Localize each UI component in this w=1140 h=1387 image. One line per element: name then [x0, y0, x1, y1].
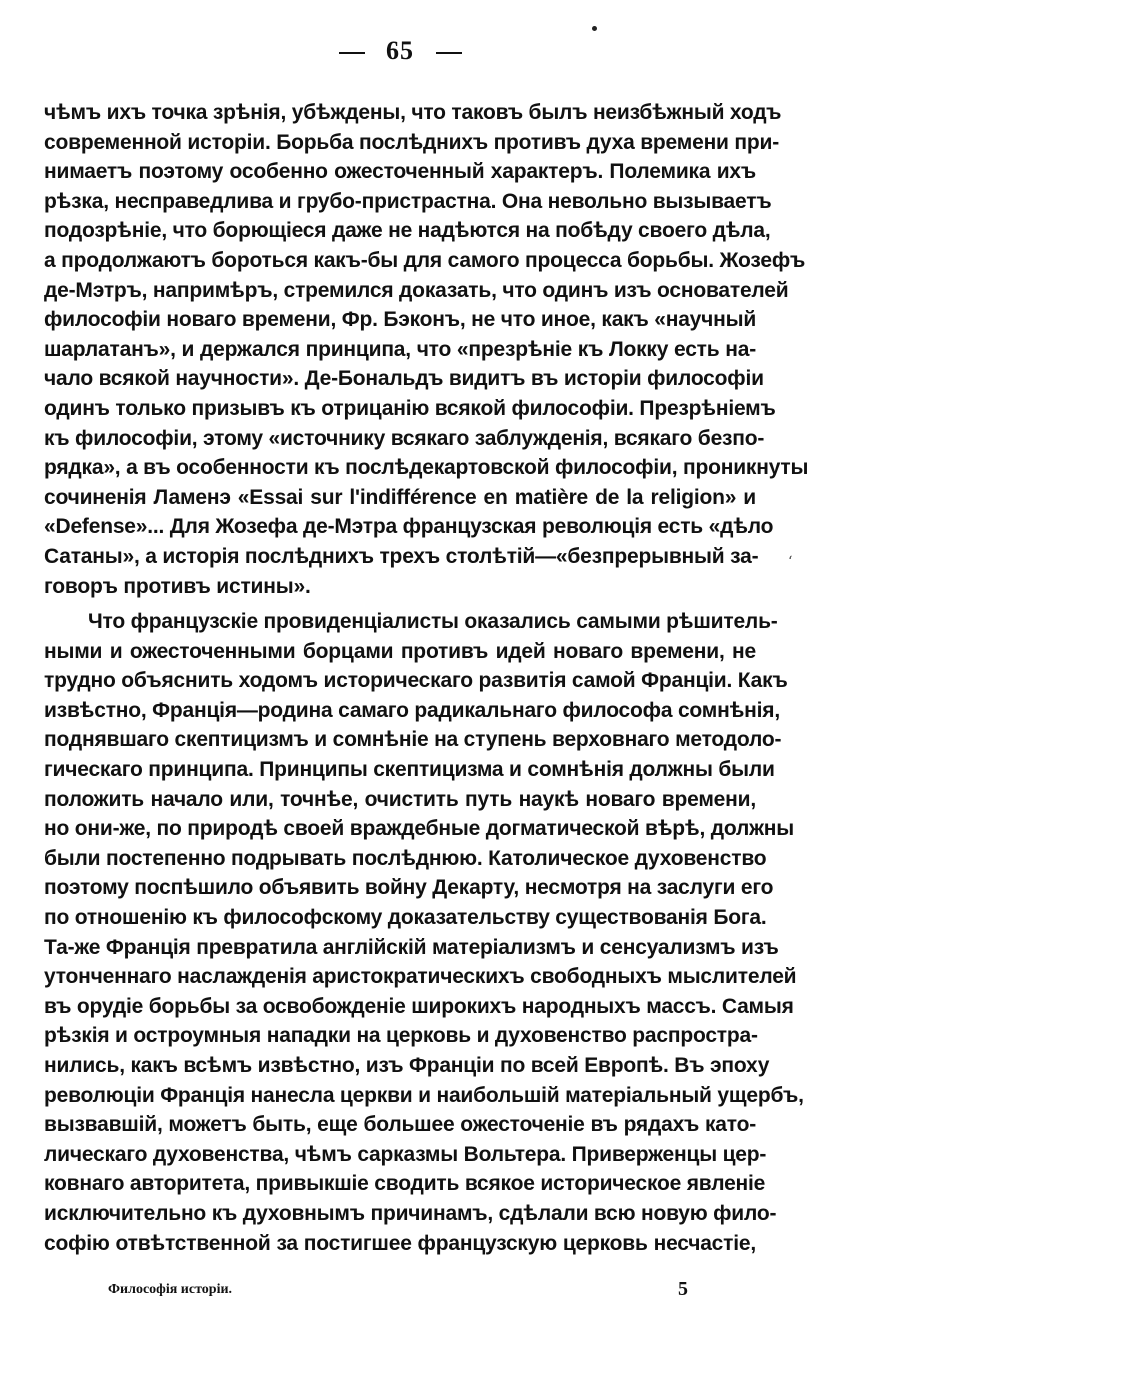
page-header: [0, 36, 800, 66]
text-line: софію отвѣтственной за постигшее французскую церковь несчастіе,: [44, 1231, 756, 1255]
text-line: рѣзкія и остроумныя нападки на церковь и духовенство распростра-: [44, 1024, 758, 1048]
signature-mark: 5: [678, 1278, 688, 1300]
paragraph: [44, 98, 809, 601]
text-line: трудно объяснить ходомъ историческаго развитія самой Франціи. Какъ: [44, 669, 788, 693]
text-line: нились, какъ всѣмъ извѣстно, изъ Франціи по всей Европѣ. Въ эпоху: [44, 1054, 770, 1077]
ink-speck: [592, 26, 597, 31]
text-line: поэтому поспѣшило объявить войну Декарту, несмотря на заслуги его: [44, 876, 774, 900]
text-line: подозрѣніе, что борющіеся даже не надѣются на побѣду своего дѣла,: [44, 219, 771, 243]
text-line: де-Мэтръ, напримѣръ, стремился доказать, что одинъ изъ основателей: [44, 278, 789, 302]
text-line: положить начало или, точнѣе, очистить путь наукѣ новаго времени,: [44, 787, 756, 811]
text-line: утонченнаго наслажденія аристократическихъ свободныхъ мыслителей: [44, 965, 797, 989]
text-line: говоръ противъ истины».: [44, 574, 311, 598]
text-line: а продолжаютъ бороться какъ-бы для самого процесса борьбы. Жозефъ: [44, 248, 806, 272]
text-line: но они-же, по природѣ своей враждебные догматической вѣрѣ, должны: [44, 817, 795, 841]
text-line: чѣмъ ихъ точка зрѣнія, убѣждены, что таковъ былъ неизбѣжный ходъ: [44, 101, 782, 124]
text-line: рядка», а въ особенности къ послѣдекартовской философіи, проникнуты: [44, 456, 809, 480]
text-line: нимаетъ поэтому особенно ожесточенный характеръ. Полемика ихъ: [44, 160, 756, 184]
margin-mark: ‘: [788, 554, 793, 570]
text-line: шарлатанъ», и держался принципа, что «презрѣніе къ Локку есть на-: [44, 337, 756, 361]
running-title: Философія исторіи.: [108, 1282, 233, 1297]
text-line: Сатаны», а исторія послѣднихъ трехъ столѣтій—«безпрерывный за-: [44, 544, 759, 568]
text-line: революціи Франція нанесла церкви и наибольшій матеріальный ущербъ,: [44, 1083, 804, 1107]
paragraph: [44, 607, 804, 1258]
header-dash-left: [339, 52, 365, 54]
text-line: лическаго духовенства, чѣмъ сарказмы Вольтера. Приверженцы цер-: [44, 1142, 767, 1166]
header-dash-right: [436, 52, 462, 54]
text-line: къ философіи, этому «источнику всякаго заблужденія, всякаго безпо-: [44, 426, 765, 450]
body-text: [44, 98, 809, 1258]
page-number: 65: [386, 36, 414, 65]
text-line: сочиненія Ламенэ «Essai sur l'indifférence en matière de la religion» и: [44, 485, 756, 509]
text-line: современной исторіи. Борьба послѣднихъ противъ духа времени при-: [44, 130, 780, 154]
text-line: исключительно къ духовнымъ причинамъ, сдѣлали всю новую фило-: [44, 1201, 777, 1225]
text-line: рѣзка, несправедлива и грубо-пристрастна. Она невольно вызываетъ: [44, 189, 772, 213]
text-line: философіи новаго времени, Фр. Бэконъ, не что иное, какъ «научный: [44, 308, 757, 332]
text-line: вызвавшій, можетъ быть, еще большее ожесточеніе въ рядахъ като-: [44, 1113, 756, 1137]
text-line: поднявшаго скептицизмъ и сомнѣніе на ступень верховнаго методоло-: [44, 728, 782, 752]
text-line: ковнаго авторитета, привыкшіе сводить всякое историческое явленіе: [44, 1172, 766, 1196]
text-line: гическаго принципа. Принципы скептицизма и сомнѣнія должны были: [44, 758, 775, 782]
text-line: «Defense»... Для Жозефа де-Мэтра французская революція есть «дѣло: [44, 515, 774, 539]
text-line: одинъ только призывъ къ отрицанію всякой философіи. Презрѣніемъ: [44, 396, 776, 420]
text-line: ными и ожесточенными борцами противъ идей новаго времени, не: [44, 639, 756, 663]
text-line: Та-же Франція превратила англійскій матеріализмъ и сенсуализмъ изъ: [44, 935, 779, 959]
text-line: Что французскіе провиденціалисты оказались самыми рѣшитель-: [88, 610, 778, 634]
text-line: чало всякой научности». Де-Бональдъ видитъ въ исторіи философіи: [44, 367, 764, 391]
text-line: въ орудіе борьбы за освобожденіе широкихъ народныхъ массъ. Самыя: [44, 994, 794, 1018]
text-line: были постепенно подрывать послѣднюю. Католическое духовенство: [44, 846, 767, 870]
text-line: извѣстно, Франція—родина самаго радикальнаго философа сомнѣнія,: [44, 698, 780, 722]
text-line: по отношенію къ философскому доказательству существованія Бога.: [44, 906, 767, 930]
